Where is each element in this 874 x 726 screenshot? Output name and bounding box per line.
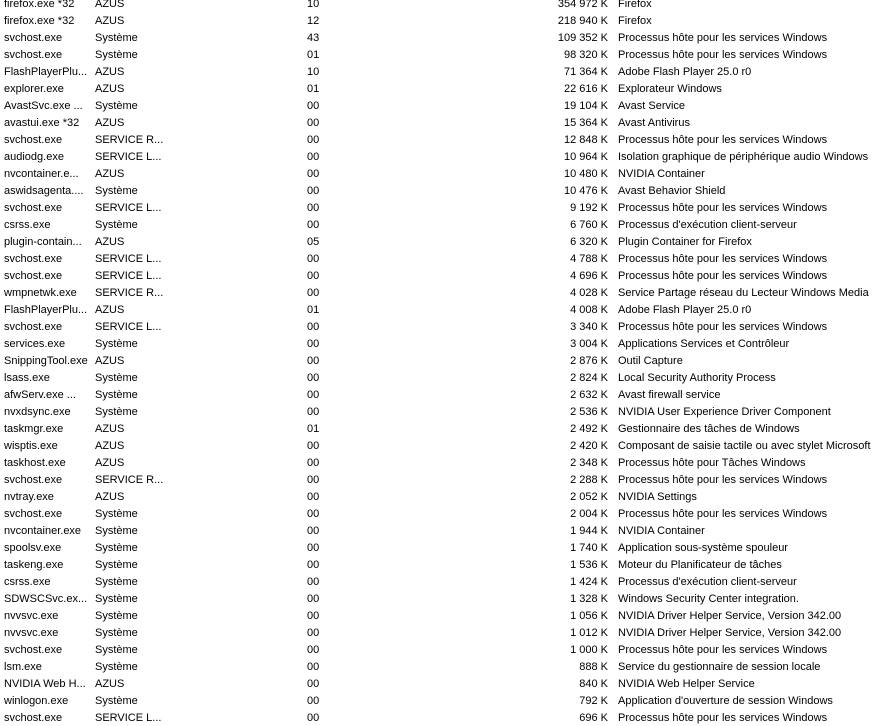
process-name: AvastSvc.exe ... [4, 100, 83, 112]
process-row[interactable] [0, 0, 874, 13]
process-cpu: 00 [307, 219, 320, 231]
process-memory: 4 788 K [570, 253, 608, 265]
process-row[interactable] [0, 200, 874, 217]
process-name: nvxdsync.exe [4, 406, 71, 418]
process-description: Applications Services et Contrôleur [618, 338, 790, 350]
process-name: audiodg.exe [4, 151, 64, 163]
process-name: svchost.exe [4, 270, 63, 282]
process-description: Avast firewall service [618, 389, 721, 401]
process-memory: 1 740 K [570, 542, 608, 554]
process-memory: 9 192 K [570, 202, 608, 214]
process-row[interactable] [0, 30, 874, 47]
process-name: taskmgr.exe [4, 423, 64, 435]
process-row[interactable] [0, 591, 874, 608]
process-cpu: 00 [307, 644, 320, 656]
process-user: SERVICE R... [95, 287, 164, 299]
process-memory: 2 288 K [570, 474, 608, 486]
process-memory: 1 424 K [570, 576, 608, 588]
process-description: Moteur du Planificateur de tâches [618, 559, 782, 571]
process-name: afwServ.exe ... [4, 389, 76, 401]
process-cpu: 00 [307, 355, 320, 367]
process-cpu: 00 [307, 661, 320, 673]
process-row[interactable] [0, 217, 874, 234]
process-memory: 10 964 K [563, 151, 608, 163]
process-memory: 792 K [579, 695, 608, 707]
process-row[interactable] [0, 693, 874, 710]
process-user: Système [95, 644, 138, 656]
process-cpu: 00 [307, 593, 320, 605]
process-memory: 2 632 K [570, 389, 608, 401]
process-memory: 12 848 K [563, 134, 608, 146]
process-row[interactable] [0, 47, 874, 64]
process-user: Système [95, 627, 138, 639]
process-memory: 6 320 K [570, 236, 608, 248]
process-description: Processus hôte pour les services Windows [618, 474, 828, 486]
process-description: Processus hôte pour les services Windows [618, 644, 828, 656]
process-description: Processus hôte pour les services Windows [618, 712, 828, 724]
process-user: Système [95, 100, 138, 112]
process-user: AZUS [95, 678, 125, 690]
process-user: Système [95, 559, 138, 571]
process-memory: 888 K [579, 661, 608, 673]
process-name: FlashPlayerPlu... [4, 304, 88, 316]
process-row[interactable] [0, 642, 874, 659]
process-row[interactable] [0, 574, 874, 591]
process-cpu: 00 [307, 372, 320, 384]
process-cpu: 00 [307, 627, 320, 639]
process-cpu: 00 [307, 712, 320, 724]
process-memory: 2 348 K [570, 457, 608, 469]
process-memory: 2 004 K [570, 508, 608, 520]
process-memory: 1 944 K [570, 525, 608, 537]
process-cpu: 00 [307, 253, 320, 265]
process-user: Système [95, 372, 138, 384]
process-memory: 109 352 K [557, 32, 608, 44]
process-user: Système [95, 525, 138, 537]
process-row[interactable] [0, 557, 874, 574]
process-description: NVIDIA Driver Helper Service, Version 342.00 [618, 627, 842, 639]
process-row[interactable] [0, 659, 874, 676]
process-name: svchost.exe [4, 644, 63, 656]
process-row[interactable] [0, 455, 874, 472]
process-memory: 1 000 K [570, 644, 608, 656]
process-row[interactable] [0, 523, 874, 540]
process-description: NVIDIA Driver Helper Service, Version 342.00 [618, 610, 842, 622]
process-name: nvcontainer.exe [4, 525, 82, 537]
process-user: SERVICE L... [95, 202, 162, 214]
process-cpu: 00 [307, 474, 320, 486]
process-name: winlogon.exe [4, 695, 69, 707]
process-cpu: 00 [307, 678, 320, 690]
process-memory: 2 052 K [570, 491, 608, 503]
process-name: aswidsagenta.... [4, 185, 84, 197]
process-user: SERVICE L... [95, 712, 162, 724]
process-name: FlashPlayerPlu... [4, 66, 88, 78]
process-row[interactable] [0, 438, 874, 455]
process-description: Processus hôte pour les services Windows [618, 321, 828, 333]
process-row[interactable] [0, 268, 874, 285]
process-name: services.exe [4, 338, 66, 350]
process-description: NVIDIA Container [618, 168, 705, 180]
process-description: Service Partage réseau du Lecteur Windows Media [618, 287, 869, 299]
process-name: svchost.exe [4, 253, 63, 265]
process-name: svchost.exe [4, 508, 63, 520]
process-user: Système [95, 593, 138, 605]
process-cpu: 00 [307, 695, 320, 707]
process-cpu: 00 [307, 202, 320, 214]
process-name: svchost.exe [4, 32, 63, 44]
process-row[interactable] [0, 302, 874, 319]
process-cpu: 00 [307, 610, 320, 622]
process-user: SERVICE R... [95, 134, 164, 146]
process-name: spoolsv.exe [4, 542, 62, 554]
process-cpu: 00 [307, 457, 320, 469]
process-row[interactable] [0, 540, 874, 557]
process-user: Système [95, 695, 138, 707]
process-user: SERVICE R... [95, 474, 164, 486]
process-cpu: 00 [307, 287, 320, 299]
process-name: csrss.exe [4, 219, 51, 231]
process-row[interactable] [0, 506, 874, 523]
process-row[interactable] [0, 183, 874, 200]
process-row[interactable] [0, 81, 874, 98]
process-user: Système [95, 338, 138, 350]
process-name: taskeng.exe [4, 559, 64, 571]
process-name: svchost.exe [4, 474, 63, 486]
process-memory: 354 972 K [557, 0, 608, 10]
process-memory: 1 056 K [570, 610, 608, 622]
process-description: Processus d'exécution client-serveur [618, 576, 797, 588]
process-cpu: 00 [307, 168, 320, 180]
process-memory: 2 420 K [570, 440, 608, 452]
process-row[interactable] [0, 387, 874, 404]
process-memory: 2 536 K [570, 406, 608, 418]
process-user: AZUS [95, 355, 125, 367]
process-name: nvtray.exe [4, 491, 54, 503]
process-description: Local Security Authority Process [618, 372, 776, 384]
process-row[interactable] [0, 149, 874, 166]
process-description: Processus hôte pour les services Windows [618, 508, 828, 520]
process-user: AZUS [95, 117, 125, 129]
process-name: svchost.exe [4, 49, 63, 61]
process-name: svchost.exe [4, 134, 63, 146]
process-name: wmpnetwk.exe [4, 287, 77, 299]
process-description: Isolation graphique de périphérique audio Windows [618, 151, 869, 163]
process-row[interactable] [0, 285, 874, 302]
process-cpu: 00 [307, 576, 320, 588]
process-cpu: 00 [307, 525, 320, 537]
process-user: Système [95, 576, 138, 588]
process-memory: 15 364 K [563, 117, 608, 129]
process-memory: 3 340 K [570, 321, 608, 333]
process-row[interactable] [0, 625, 874, 642]
process-description: Composant de saisie tactile ou avec stylet Microsoft [618, 440, 871, 452]
process-memory: 1 012 K [570, 627, 608, 639]
process-cpu: 10 [307, 0, 320, 10]
process-cpu: 00 [307, 491, 320, 503]
process-user: AZUS [95, 83, 125, 95]
process-cpu: 01 [307, 423, 320, 435]
process-cpu: 00 [307, 508, 320, 520]
process-description: NVIDIA Container [618, 525, 705, 537]
process-memory: 218 940 K [557, 15, 608, 27]
process-cpu: 05 [307, 236, 320, 248]
process-name: explorer.exe [4, 83, 64, 95]
process-row[interactable] [0, 166, 874, 183]
process-name: svchost.exe [4, 712, 63, 724]
process-description: Processus hôte pour les services Windows [618, 32, 828, 44]
process-row[interactable] [0, 370, 874, 387]
process-cpu: 00 [307, 117, 320, 129]
process-name: wisptis.exe [4, 440, 58, 452]
process-cpu: 00 [307, 406, 320, 418]
process-cpu: 00 [307, 542, 320, 554]
process-name: csrss.exe [4, 576, 51, 588]
process-memory: 71 364 K [563, 66, 608, 78]
process-description: NVIDIA Web Helper Service [618, 678, 755, 690]
process-name: plugin-contain... [4, 236, 82, 248]
process-user: Système [95, 219, 138, 231]
process-memory: 3 004 K [570, 338, 608, 350]
process-user: AZUS [95, 304, 125, 316]
process-memory: 4 008 K [570, 304, 608, 316]
process-description: Processus hôte pour les services Windows [618, 49, 828, 61]
process-user: AZUS [95, 15, 125, 27]
process-cpu: 00 [307, 134, 320, 146]
process-memory: 6 760 K [570, 219, 608, 231]
process-cpu: 00 [307, 559, 320, 571]
process-description: Plugin Container for Firefox [618, 236, 752, 248]
process-memory: 2 876 K [570, 355, 608, 367]
process-description: Explorateur Windows [618, 83, 722, 95]
process-description: Adobe Flash Player 25.0 r0 [618, 304, 752, 316]
process-description: Processus hôte pour Tâches Windows [618, 457, 806, 469]
process-cpu: 00 [307, 321, 320, 333]
process-cpu: 12 [307, 15, 320, 27]
process-user: SERVICE L... [95, 321, 162, 333]
process-user: Système [95, 185, 138, 197]
process-name: nvvsvc.exe [4, 610, 59, 622]
process-memory: 2 824 K [570, 372, 608, 384]
process-memory: 19 104 K [563, 100, 608, 112]
process-row[interactable] [0, 353, 874, 370]
process-name: nvvsvc.exe [4, 627, 59, 639]
process-memory: 4 028 K [570, 287, 608, 299]
process-user: Système [95, 661, 138, 673]
process-description: Windows Security Center integration. [618, 593, 799, 605]
process-user: AZUS [95, 440, 125, 452]
process-memory: 10 480 K [563, 168, 608, 180]
process-user: SERVICE L... [95, 253, 162, 265]
process-description: Processus hôte pour les services Windows [618, 253, 828, 265]
process-user: SERVICE L... [95, 151, 162, 163]
process-row[interactable] [0, 115, 874, 132]
process-memory: 2 492 K [570, 423, 608, 435]
process-description: Adobe Flash Player 25.0 r0 [618, 66, 752, 78]
process-description: Processus hôte pour les services Windows [618, 134, 828, 146]
process-cpu: 00 [307, 338, 320, 350]
process-description: Firefox [618, 0, 652, 10]
process-description: Firefox [618, 15, 652, 27]
process-name: lsm.exe [4, 661, 42, 673]
process-name: firefox.exe *32 [4, 0, 75, 10]
process-user: Système [95, 32, 138, 44]
process-description: Avast Antivirus [618, 117, 690, 129]
process-row[interactable] [0, 404, 874, 421]
process-name: svchost.exe [4, 321, 63, 333]
process-row[interactable] [0, 710, 874, 726]
process-user: Système [95, 49, 138, 61]
process-name: NVIDIA Web H... [4, 678, 86, 690]
process-description: Processus d'exécution client-serveur [618, 219, 797, 231]
process-cpu: 01 [307, 83, 320, 95]
process-description: Processus hôte pour les services Windows [618, 202, 828, 214]
process-description: Gestionnaire des tâches de Windows [618, 423, 800, 435]
process-name: SnippingTool.exe [4, 355, 88, 367]
process-description: Application sous-système spouleur [618, 542, 788, 554]
process-row[interactable] [0, 64, 874, 81]
process-cpu: 01 [307, 304, 320, 316]
process-name: svchost.exe [4, 202, 63, 214]
process-user: AZUS [95, 457, 125, 469]
process-memory: 1 536 K [570, 559, 608, 571]
process-row[interactable] [0, 234, 874, 251]
process-row[interactable] [0, 676, 874, 693]
process-description: Processus hôte pour les services Windows [618, 270, 828, 282]
process-row[interactable] [0, 472, 874, 489]
process-row[interactable] [0, 132, 874, 149]
process-name: taskhost.exe [4, 457, 66, 469]
process-row[interactable] [0, 98, 874, 115]
process-description: Outil Capture [618, 355, 683, 367]
process-memory: 98 320 K [563, 49, 608, 61]
process-row[interactable] [0, 489, 874, 506]
process-memory: 22 616 K [563, 83, 608, 95]
process-user: Système [95, 406, 138, 418]
process-user: AZUS [95, 168, 125, 180]
process-user: AZUS [95, 423, 125, 435]
process-cpu: 00 [307, 185, 320, 197]
process-description: Avast Service [618, 100, 686, 112]
process-user: SERVICE L... [95, 270, 162, 282]
process-row[interactable] [0, 13, 874, 30]
process-memory: 1 328 K [570, 593, 608, 605]
process-cpu: 00 [307, 389, 320, 401]
process-cpu: 00 [307, 440, 320, 452]
process-description: Avast Behavior Shield [618, 185, 726, 197]
process-name: firefox.exe *32 [4, 15, 75, 27]
process-memory: 10 476 K [563, 185, 608, 197]
process-user: Système [95, 508, 138, 520]
process-row[interactable] [0, 251, 874, 268]
process-description: Service du gestionnaire de session locale [618, 661, 821, 673]
process-description: Application d'ouverture de session Windows [618, 695, 833, 707]
process-cpu: 10 [307, 66, 320, 78]
process-cpu: 01 [307, 49, 320, 61]
process-cpu: 00 [307, 151, 320, 163]
process-user: Système [95, 389, 138, 401]
process-cpu: 00 [307, 100, 320, 112]
process-description: NVIDIA Settings [618, 491, 697, 503]
process-user: AZUS [95, 491, 125, 503]
process-user: AZUS [95, 0, 125, 10]
process-user: AZUS [95, 236, 125, 248]
process-user: Système [95, 542, 138, 554]
process-name: lsass.exe [4, 372, 50, 384]
process-name: SDWSCSvc.ex... [4, 593, 88, 605]
process-row[interactable] [0, 319, 874, 336]
process-cpu: 00 [307, 270, 320, 282]
process-user: Système [95, 610, 138, 622]
process-name: avastui.exe *32 [4, 117, 80, 129]
process-memory: 696 K [579, 712, 608, 724]
process-cpu: 43 [307, 32, 320, 44]
process-memory: 840 K [579, 678, 608, 690]
process-memory: 4 696 K [570, 270, 608, 282]
process-row[interactable] [0, 608, 874, 625]
process-description: NVIDIA User Experience Driver Component [618, 406, 831, 418]
process-row[interactable] [0, 421, 874, 438]
process-user: AZUS [95, 66, 125, 78]
process-name: nvcontainer.e... [4, 168, 79, 180]
process-row[interactable] [0, 336, 874, 353]
